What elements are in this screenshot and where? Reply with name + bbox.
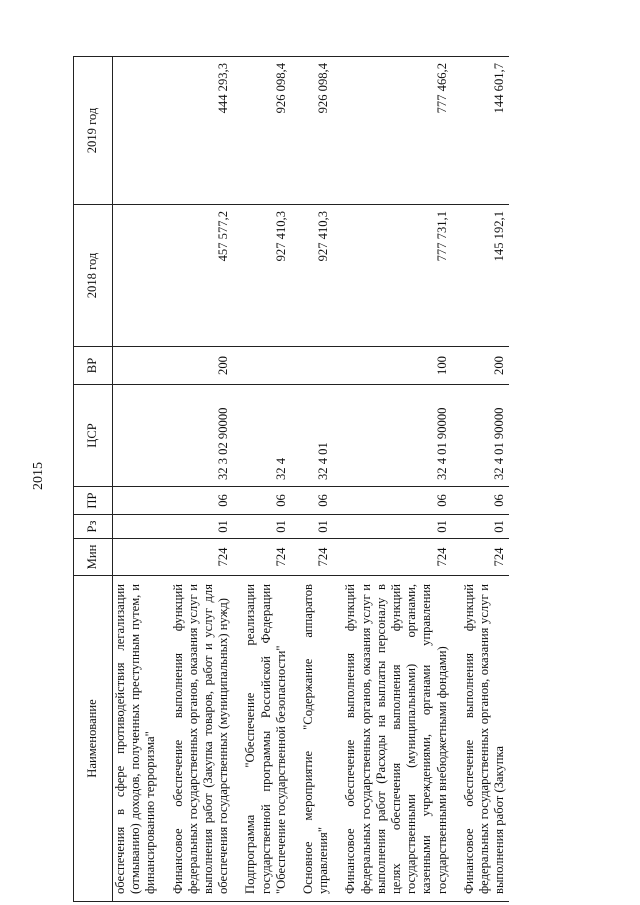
row-name: Подпрограмма "Обеспечение реализации государственной программы Российской Федерации "Обеспечение государственной безопасности": [243, 576, 291, 902]
row-name: Финансовое обеспечение выполнения функций федеральных государственных органов, оказания услуг и выполнения работ (Закупка: [462, 576, 510, 902]
row-2018: 145 192,1: [462, 205, 510, 347]
row-rz: 01: [301, 515, 333, 539]
row-csr: 32 4 01: [301, 385, 333, 487]
header-rz: Рз: [74, 515, 113, 539]
row-2019: 777 466,2: [343, 57, 451, 205]
row-2019: 144 601,7: [462, 57, 510, 205]
row-pr: 06: [243, 487, 291, 515]
row-vr: 100: [343, 347, 451, 385]
row-2019: 926 098,4: [243, 57, 291, 205]
row-min: 724: [343, 539, 451, 576]
header-min: Мин: [74, 539, 113, 576]
row-pr: 06: [301, 487, 333, 515]
row-2018: 777 731,1: [343, 205, 451, 347]
row-rz: 01: [343, 515, 451, 539]
table-row: [113, 57, 161, 902]
row-2019: [113, 57, 161, 205]
header-pr: ПР: [74, 487, 113, 515]
row-min: 724: [301, 539, 333, 576]
row-min: [113, 539, 161, 576]
row-min: 724: [171, 539, 234, 576]
table-row: [171, 57, 234, 902]
page-number: 2015: [31, 462, 46, 490]
row-vr: 200: [462, 347, 510, 385]
row-min: 724: [462, 539, 510, 576]
row-2019: 444 293,3: [171, 57, 234, 205]
row-name: Основное мероприятие "Содержание аппаратов управления": [301, 576, 333, 902]
row-rz: [113, 515, 161, 539]
row-vr: 200: [171, 347, 234, 385]
row-csr: 32 4 01 90000: [462, 385, 510, 487]
row-csr: [113, 385, 161, 487]
header-vr: ВР: [74, 347, 113, 385]
row-pr: 06: [462, 487, 510, 515]
row-2018: 927 410,3: [301, 205, 333, 347]
budget-table: [73, 56, 509, 902]
row-vr: [243, 347, 291, 385]
table-row: [301, 57, 333, 902]
row-name: Финансовое обеспечение выполнения функций федеральных государственных органов, оказания услуг и выполнения работ (Расходы на выплаты персоналу в целях обеспечения выполнения функций государственными (муниципальными) органами, казенными учреждениями, органами управления государственными внебюджетными фондами): [343, 576, 451, 902]
row-rz: 01: [171, 515, 234, 539]
row-pr: 06: [171, 487, 234, 515]
row-min: 724: [243, 539, 291, 576]
table-header-row: [74, 57, 113, 902]
row-pr: [113, 487, 161, 515]
header-2019: 2019 год: [74, 57, 113, 205]
row-2018: 927 410,3: [243, 205, 291, 347]
row-csr: 32 3 02 90000: [171, 385, 234, 487]
row-csr: 32 4: [243, 385, 291, 487]
row-name: обеспечения в сфере противодействия легализации (отмыванию) доходов, полученных преступным путем, и финансированию терроризма": [113, 576, 161, 902]
row-pr: 06: [343, 487, 451, 515]
row-rz: 01: [462, 515, 510, 539]
header-csr: ЦСР: [74, 385, 113, 487]
table-row: [462, 57, 510, 902]
row-name: Финансовое обеспечение выполнения функций федеральных государственных органов, оказания услуг и выполнения работ (Закупка товаров, работ и услуг для обеспечения государственных (муниципальных) нужд): [171, 576, 234, 902]
row-csr: 32 4 01 90000: [343, 385, 451, 487]
row-2018: 457 577,2: [171, 205, 234, 347]
row-2018: [113, 205, 161, 347]
row-vr: [301, 347, 333, 385]
row-rz: 01: [243, 515, 291, 539]
table-row: [243, 57, 291, 902]
table-row: [343, 57, 451, 902]
row-2019: 926 098,4: [301, 57, 333, 205]
budget-table-container: [73, 57, 598, 902]
row-vr: [113, 347, 161, 385]
header-2018: 2018 год: [74, 205, 113, 347]
header-name: Наименование: [74, 576, 113, 902]
